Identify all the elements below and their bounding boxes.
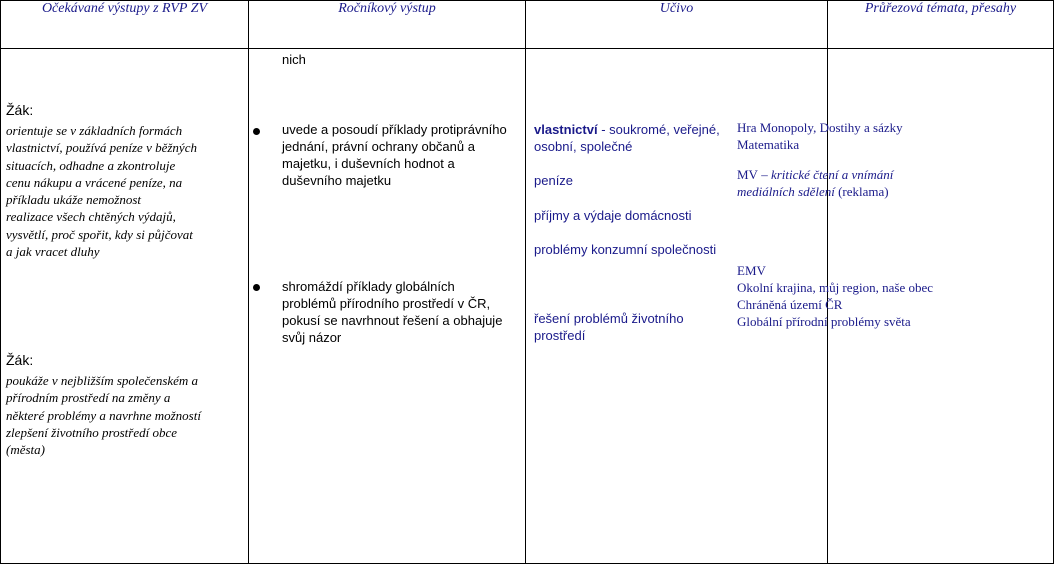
expected-text-1 <box>6 122 244 260</box>
emv-line: Chráněná území ČR <box>737 297 843 312</box>
expected-line: situacích, odhadne a zkontroluje <box>6 157 176 173</box>
output-block-2 <box>282 278 522 346</box>
expected-line: realizace všech chtěných výdajů, <box>6 209 176 225</box>
expected-block-2 <box>6 352 244 458</box>
continuation-text: nich <box>282 52 306 67</box>
output-line: svůj názor <box>282 330 342 345</box>
output-line: pokusí se navrhnout řešení a obhajuje <box>282 313 503 328</box>
expected-line: poukáže v nejbližším společenském a <box>6 373 199 388</box>
ownership-types-cont: osobní, společné <box>534 139 633 154</box>
crosscurricular-games <box>737 119 955 153</box>
expected-line: některé problémy a navrhne možností <box>6 407 201 423</box>
ownership-term: vlastnictví <box>534 122 598 137</box>
output-line: uvede a posoudí příklady protiprávního <box>282 122 507 137</box>
header-year-output: Ročníkový výstup <box>249 1 526 49</box>
expected-line: příkladu ukáže nemožnost <box>6 192 142 208</box>
output-line: shromáždí příklady globálních <box>282 279 455 294</box>
bullet-icon <box>253 284 260 291</box>
output-line: problémů přírodního prostředí v ČR, <box>282 296 491 311</box>
expected-line: (města) <box>6 442 45 458</box>
curriculum-solutions <box>534 310 730 344</box>
emv-label: EMV <box>737 263 766 278</box>
emv-line: Globální přírodní problémy světa <box>737 314 911 329</box>
crosscurricular-emv <box>737 262 955 330</box>
expected-text-2 <box>6 372 244 458</box>
output-line: jednání, právní ochrany občanů a <box>282 139 475 154</box>
expected-line: zlepšení životního prostředí obce <box>6 424 178 440</box>
header-row <box>1 1 1054 49</box>
expected-line: orientuje se v základních formách <box>6 123 183 138</box>
mv-topic: – kritické čtení a vnímání <box>757 167 894 182</box>
bullet-icon <box>253 128 260 135</box>
games-line: Hra Monopoly, Dostihy a sázky <box>737 120 903 135</box>
header-curriculum: Učivo <box>526 1 828 49</box>
mv-example: (reklama) <box>834 184 889 199</box>
expected-block-1 <box>6 102 244 260</box>
expected-line: a jak vracet dluhy <box>6 244 100 260</box>
output-line: duševního majetku <box>282 173 392 188</box>
ownership-types: - soukromé, veřejné, <box>597 122 720 137</box>
expected-line: cenu nákupu a vrácené peníze, na <box>6 174 183 190</box>
expected-line: vysvětlí, proč spořit, kdy si půjčovat <box>6 226 193 242</box>
emv-line: Okolní krajina, můj region, naše obec <box>737 280 934 295</box>
output-line: majetku, i duševních hodnot a <box>282 156 455 171</box>
student-label: Žák: <box>6 352 34 368</box>
header-crosscurricular: Průřezová témata, přesahy <box>828 1 1054 49</box>
mv-label: MV <box>737 167 758 182</box>
solutions-line: řešení problémů životního <box>534 311 684 326</box>
curriculum-ownership <box>534 121 730 155</box>
header-expected-outputs: Očekávané výstupy z RVP ZV <box>1 1 249 49</box>
student-label: Žák: <box>6 102 34 118</box>
crosscurricular-mv <box>737 166 955 200</box>
expected-line: vlastnictví, používá peníze v běžných <box>6 140 197 156</box>
solutions-line: prostředí <box>534 328 586 343</box>
curriculum-money: peníze <box>534 173 574 188</box>
curriculum-income: příjmy a výdaje domácnosti <box>534 208 692 223</box>
expected-line: přírodním prostředí na změny a <box>6 390 171 406</box>
mv-topic-cont: mediálních sdělení <box>737 184 835 199</box>
output-block-1 <box>282 121 522 189</box>
subject-line: Matematika <box>737 137 800 152</box>
curriculum-problems: problémy konzumní společnosti <box>534 242 717 257</box>
